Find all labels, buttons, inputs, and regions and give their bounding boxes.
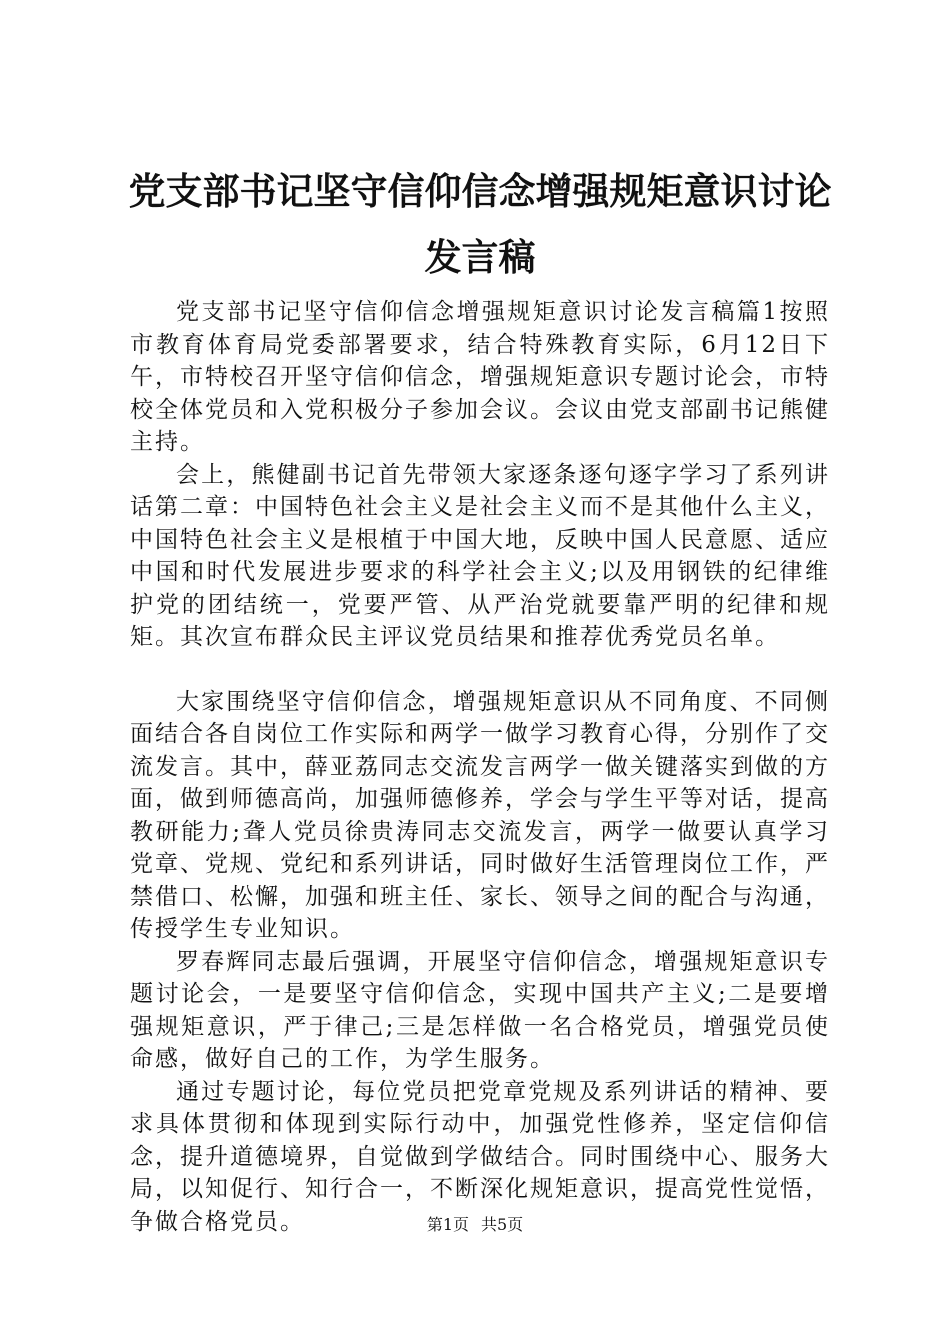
page-total: 共5页 <box>481 1215 524 1234</box>
document-body <box>130 296 830 1238</box>
paragraph: 党支部书记坚守信仰信念增强规矩意识讨论发言稿篇1按照市教育体育局党委部署要求，结合特殊教育实际，6月12日下午，市特校召开坚守信仰信念，增强规矩意识专题讨论会，市特校全体党员和入党积极分子参加会议。会议由党支部副书记熊健主持。 <box>130 299 830 455</box>
page-footer <box>0 1214 950 1236</box>
document-title: 党支部书记坚守信仰信念增强规矩意识讨论发言稿 <box>128 169 832 279</box>
paragraph: 大家围绕坚守信仰信念，增强规矩意识从不同角度、不同侧面结合各自岗位工作实际和两学一做学习教育心得，分别作了交流发言。其中，薛亚荔同志交流发言两学一做关键落实到做的方面，做到师德高尚，加强师德修养，学会与学生平等对话，提高教研能力;聋人党员徐贵涛同志交流发言，两学一做要认真学习党章、党规、党纪和系列讲话，同时做好生活管理岗位工作，严禁借口、松懈，加强和班主任、家长、领导之间的配合与沟通，传授学生专业知识。 <box>130 688 830 942</box>
paragraph: 通过专题讨论，每位党员把党章党规及系列讲话的精神、要求具体贯彻和体现到实际行动中，加强党性修养，坚定信仰信念，提升道德境界，自觉做到学做结合。同时围绕中心、服务大局，以知促行、知行合一，不断深化规矩意识，提高党性觉悟，争做合格党员。 <box>130 1078 830 1235</box>
page-number: 第1页 <box>426 1215 469 1234</box>
paragraph: 罗春辉同志最后强调，开展坚守信仰信念，增强规矩意识专题讨论会，一是要坚守信仰信念，实现中国共产主义;二是要增强规矩意识，严于律己;三是怎样做一名合格党员，增强党员使命感，做好自己的工作，为学生服务。 <box>130 948 830 1072</box>
paragraph: 会上，熊健副书记首先带领大家逐条逐句逐字学习了系列讲话第二章：中国特色社会主义是社会主义而不是其他什么主义，中国特色社会主义是根植于中国大地，反映中国人民意愿、适应中国和时代发展进步要求的科学社会主义;以及用钢铁的纪律维护党的团结统一，党要严管、从严治党就要靠严明的纪律和规矩。其次宣布群众民主评议党员结果和推荐优秀党员名单。 <box>130 461 830 650</box>
